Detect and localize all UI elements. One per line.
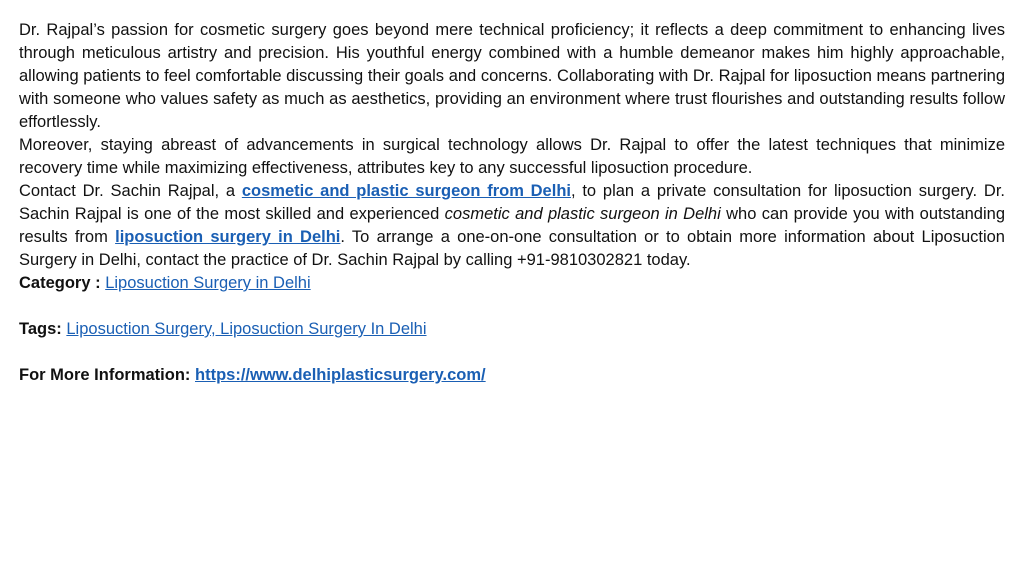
more-info-line [19, 364, 1005, 387]
category-link[interactable]: Liposuction Surgery in Delhi [105, 274, 311, 292]
contact-text-3: who can provide you with outstanding results from [19, 205, 1005, 246]
contact-text-2: , to plan a private consultation for liposuction surgery. Dr. Sachin Rajpal is one of the most skilled and experienced [19, 182, 1005, 223]
surgeon-italic-text: cosmetic and plastic surgeon in Delhi [444, 205, 721, 223]
cosmetic-surgeon-link[interactable]: cosmetic and plastic surgeon from Delhi [241, 182, 571, 200]
paragraph-passion: Dr. Rajpal’s passion for cosmetic surgery goes beyond mere technical proficiency; it reflects a deep commitment to enhancing lives through meticulous artistry and precision. His youthful energy combined with a humble demeanor makes him highly approachable, allowing patients to feel comfortable discussing their goals and concerns. Collaborating with Dr. Rajpal for liposuction means partnering with someone who values safety as much as aesthetics, providing an environment where trust flourishes and outstanding results follow effortlessly. [19, 21, 1005, 131]
website-link[interactable]: https://www.delhiplasticsurgery.com/ [195, 366, 486, 384]
paragraph-technology: Moreover, staying abreast of advancements in surgical technology allows Dr. Rajpal to offer the latest techniques that minimize recovery time while maximizing effectiveness, attributes key to any successful liposuction procedure. [19, 136, 1005, 177]
spacer [19, 341, 1005, 364]
category-label: Category : [19, 274, 101, 292]
tags-label: Tags: [19, 320, 62, 338]
tags-link[interactable]: Liposuction Surgery, Liposuction Surgery In Delhi [66, 320, 427, 338]
contact-text-4: . To arrange a one-on-one consultation or to obtain more information about Liposuction Surgery in Delhi, contact the practice of Dr. Sachin Rajpal by calling +91-9810302821 today. [19, 228, 1005, 269]
more-info-label: For More Information: [19, 366, 191, 384]
category-line [19, 272, 1005, 295]
paragraph-contact [19, 180, 1005, 272]
contact-text-1: Contact Dr. Sachin Rajpal, a [19, 182, 242, 200]
spacer [19, 295, 1005, 318]
liposuction-surgery-link[interactable]: liposuction surgery in Delhi [115, 228, 341, 246]
tags-line [19, 318, 1005, 341]
